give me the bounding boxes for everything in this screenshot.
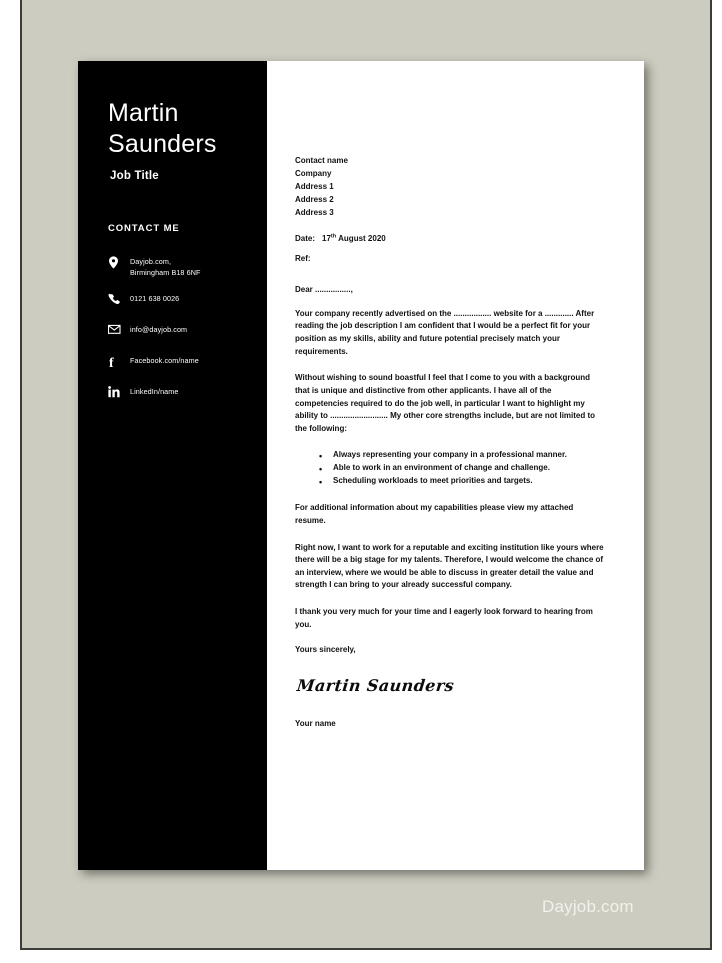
- date-day: 17: [322, 233, 331, 243]
- svg-text:f: f: [109, 356, 114, 370]
- list-item: • Scheduling workloads to meet priorities and targets.: [319, 475, 605, 488]
- phone-icon: [108, 292, 130, 305]
- applicant-name: [108, 98, 258, 159]
- letter-date: [295, 234, 605, 243]
- list-item: • Able to work in an environment of change and challenge.: [319, 462, 605, 475]
- contact-section-heading: CONTACT ME: [108, 223, 180, 234]
- list-item: • Always representing your company in a professional manner.: [319, 449, 605, 462]
- contact-address-text: [130, 255, 201, 278]
- recipient-address-block: [295, 155, 605, 220]
- contact-item-linkedin: [108, 385, 258, 402]
- job-title: Job Title: [110, 170, 159, 182]
- date-ordinal-suffix: th: [330, 233, 337, 240]
- letter-ref: Ref:: [295, 253, 311, 263]
- paragraph-3: For additional information about my capabilities please view my attached resume.: [295, 503, 574, 525]
- recipient-contact-name: Contact name: [295, 156, 348, 165]
- contact-email-text: info@dayjob.com: [130, 325, 188, 335]
- letter-body: [267, 61, 644, 870]
- paragraph-5: I thank you very much for your time and I eagerly look forward to hearing from you.: [295, 607, 593, 629]
- contact-item-facebook: [108, 354, 258, 371]
- address-line-1: Dayjob.com,: [130, 257, 172, 266]
- paragraph-2: Without wishing to sound boastful I feel that I come to you with a background that is unique and distinctive from other applicants. I have all of the competencies required to do the job well, in particular I want to highlight my ability to .......................... My other core strengths include, but are not limited to the following:: [295, 373, 596, 433]
- recipient-address-2: Address 2: [295, 194, 334, 204]
- recipient-company: Company: [295, 168, 332, 178]
- recipient-address-1: Address 1: [295, 181, 334, 191]
- signature: Martin Saunders: [296, 676, 456, 696]
- date-month-year: August 2020: [338, 233, 386, 243]
- name-first-line: Martin: [108, 99, 179, 127]
- recipient-address-3: Address 3: [295, 207, 334, 217]
- watermark: Dayjob.com: [542, 897, 634, 916]
- facebook-icon: [108, 354, 130, 369]
- contact-item-email: [108, 323, 258, 340]
- sidebar: [78, 61, 267, 870]
- contact-linkedin-text: LinkedIn/name: [130, 387, 179, 397]
- paragraph-4: Right now, I want to work for a reputable and exciting institution like yours where there will be a big stage for my talents. Therefore, I would welcome the chance of an interview, where we would be able to discuss in greater detail the value and strength I can bring to your already successful company.: [295, 542, 604, 590]
- contact-item-phone: [108, 292, 258, 309]
- your-name-placeholder: Your name: [295, 719, 336, 729]
- contact-list: [108, 255, 258, 416]
- contact-item-address: [108, 255, 258, 278]
- contact-facebook-text: Facebook.com/name: [130, 356, 199, 366]
- date-label: Date:: [295, 233, 316, 243]
- linkedin-icon: [108, 385, 130, 398]
- envelope-icon: [108, 323, 130, 335]
- location-pin-icon: [108, 255, 130, 269]
- letter-content: [295, 155, 605, 728]
- strengths-list: [295, 449, 605, 488]
- cover-letter-page: [78, 61, 644, 870]
- paragraph-1: Your company recently advertised on the ................. website for a ............. After reading the job description I am confident that I would be a perfect fit for your position as my skills, ability and future potential precisely match your requirements.: [295, 308, 595, 356]
- salutation: Dear ................,: [295, 284, 353, 294]
- closing-line: Yours sincerely,: [295, 645, 356, 655]
- name-last-line: Saunders: [108, 129, 217, 158]
- address-line-2: Birmingham B18 6NF: [130, 268, 201, 278]
- contact-phone-text: 0121 638 0026: [130, 294, 180, 304]
